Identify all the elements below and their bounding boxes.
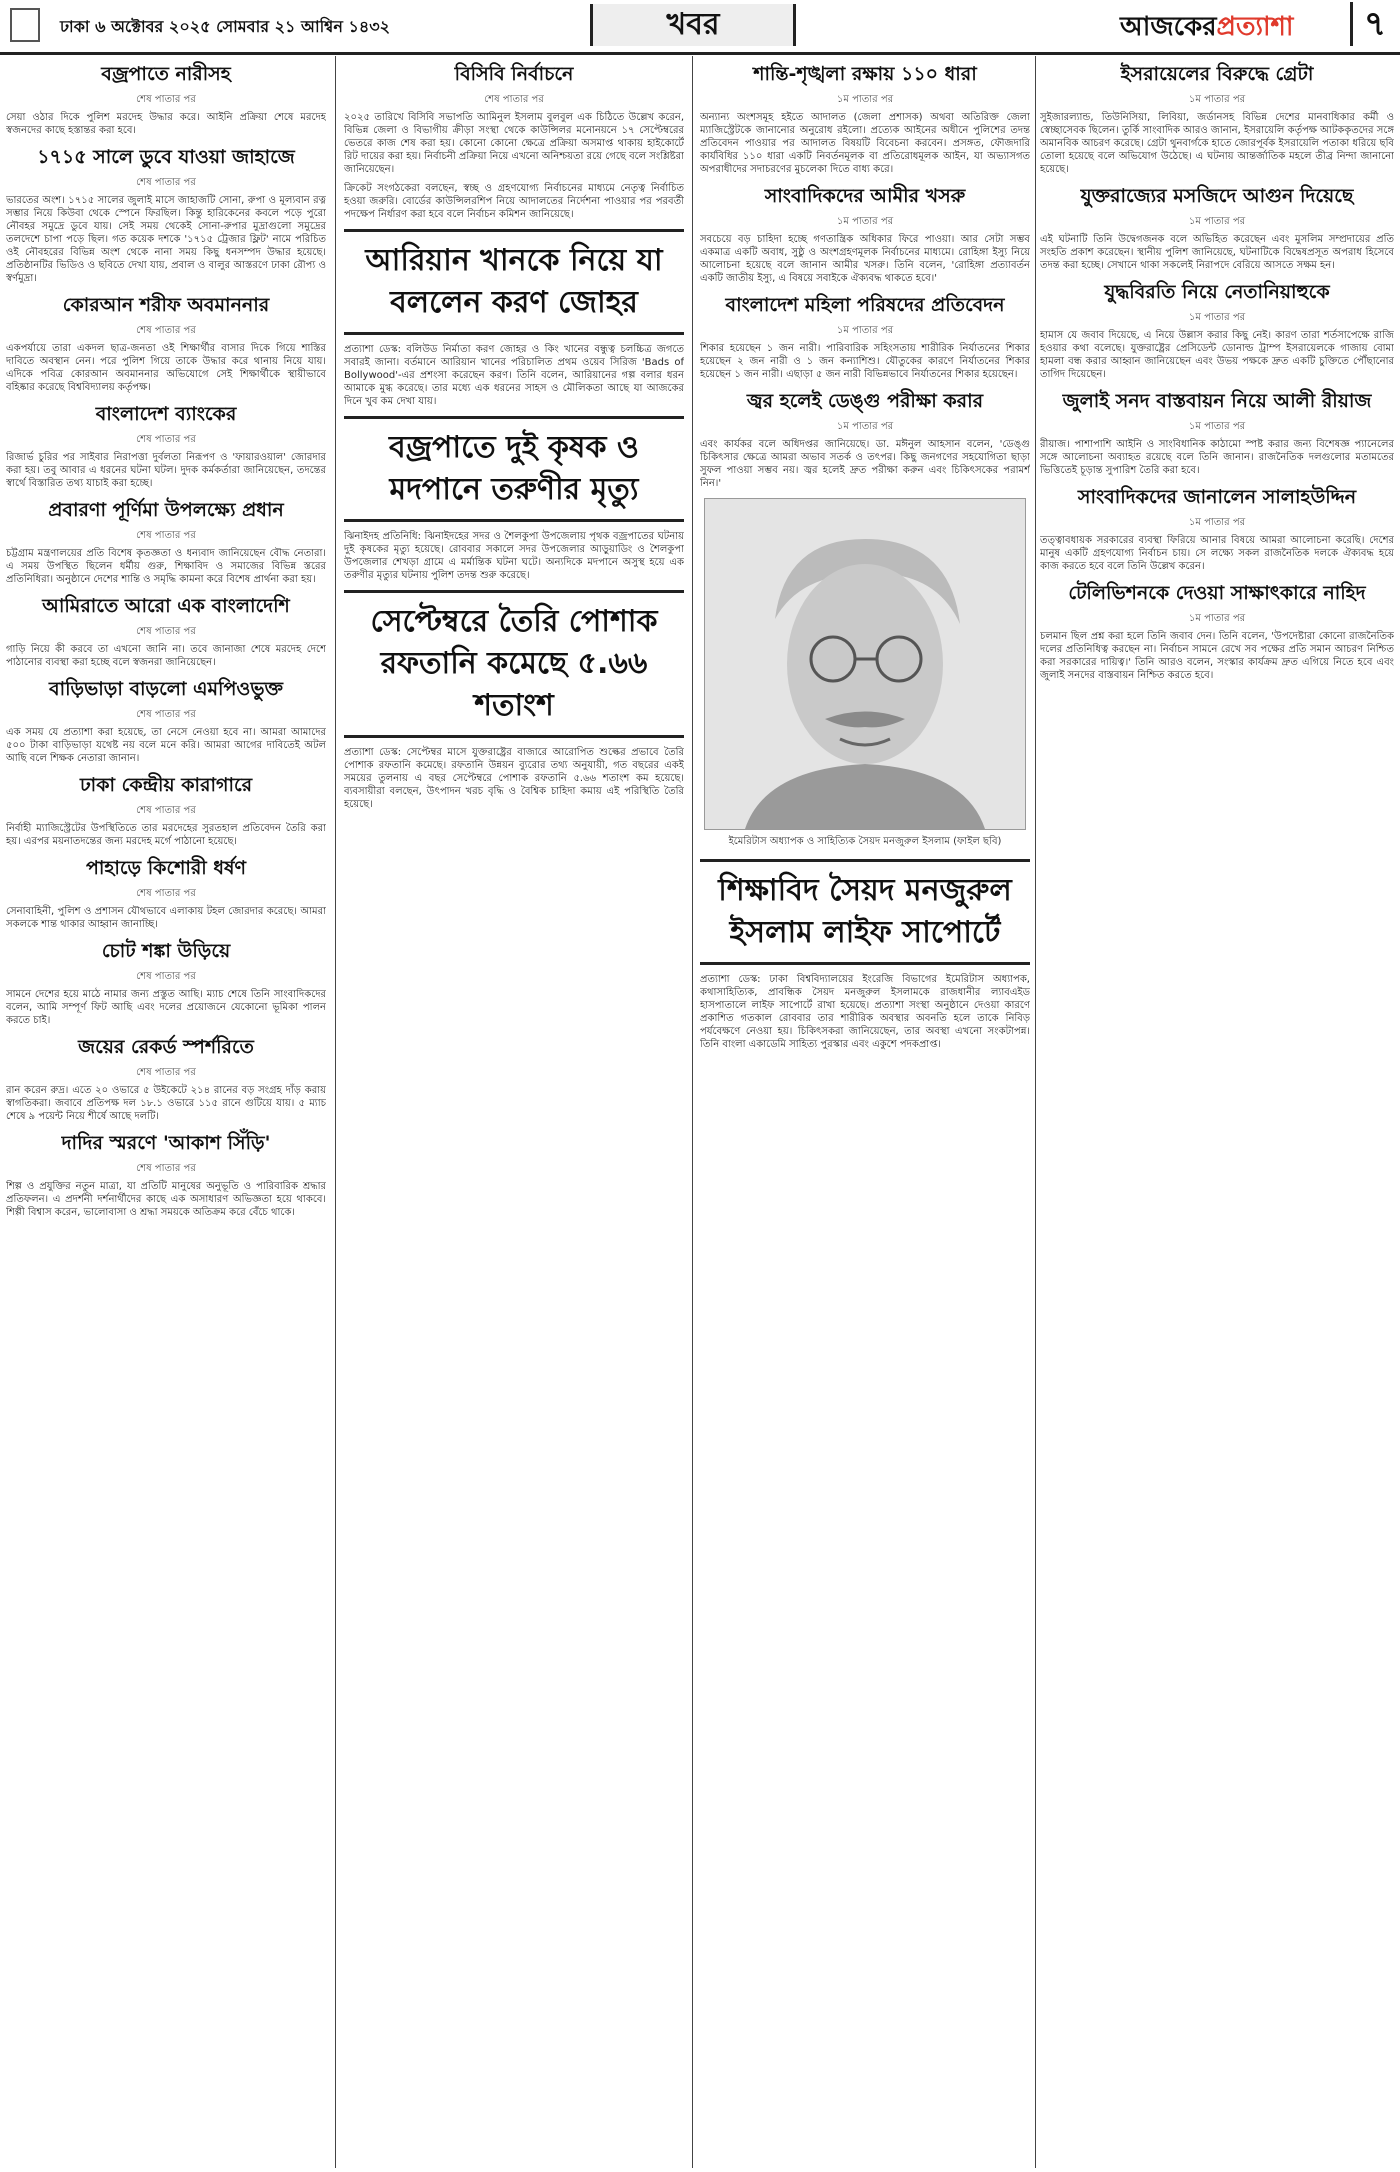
story-title: ইসরায়েলের বিরুদ্ধে গ্রেটা [1120, 63, 1314, 85]
column-divider [692, 56, 693, 2168]
story-title: জয়ের রেকর্ড স্পর্শরিতে [78, 1036, 254, 1058]
story-title: শান্তি-শৃঙ্খলা রক্ষায় ১১০ ধারা [753, 63, 977, 85]
story-title: জ্বর হলেই ডেঙ্গু পরীক্ষা করার [746, 390, 984, 412]
feature-story [344, 343, 684, 408]
feature-story [344, 530, 684, 582]
story-body: রিজার্ভ চুরির পর সাইবার নিরাপত্তা দুর্বলতা নিরূপণ ও 'ফায়ারওয়াল' জোরদার করা হয়। তবু আবার এ ধরনের ঘটনা ঘটল। দুদক কর্মকর্তারা জানিয়েছেন, তদন্তের স্বার্থে বিস্তারিত তথ্য যাচাই করা হচ্ছে। [6, 452, 326, 489]
story-title: চোট শঙ্কা উড়িয়ে [101, 940, 231, 962]
story [6, 291, 326, 394]
story-body: প্রত্যাশা ডেস্ক: সেপ্টেম্বর মাসে যুক্তরাষ্ট্রের বাজারে আরোপিত শুল্কের প্রভাবে তৈরি পোশাক রফতানি কমেছে। রফতানি উন্নয়ন ব্যুরোর তথ্য অনুযায়ী, গত বছরের একই সময়ের তুলনায় এ বছর সেপ্টেম্বরে পোশাক রফতানি ৫.৬৬ শতাংশ কম হয়েছে। ব্যবসায়ীরা বলছেন, উৎপাদন খরচ বৃদ্ধি ও বৈশ্বিক চাহিদা কমায় এই পরিস্থিতি তৈরি হয়েছে। [344, 747, 684, 810]
story-continuation: শেষ পাতার পর [136, 325, 196, 336]
story-title: বাংলাদেশ ব্যাংকের [95, 403, 237, 425]
story-title: টেলিভিশনকে দেওয়া সাক্ষাৎকারে নাহিদ [1068, 582, 1366, 604]
column-1 [6, 56, 326, 2168]
page-corner-mark [10, 8, 40, 42]
story-continuation: শেষ পাতার পর [484, 94, 544, 105]
story-body: অন্যান্য অংশসমূহ হইতে আদালত (জেলা প্রশাসক) অথবা অতিরিক্ত জেলা ম্যাজিস্ট্রেটকে জানানোর অনুরোধ রইলো। প্রত্যেক আইনের অধীনে পুলিশের তদন্ত প্রতিবেদন পাওয়ার পর আদালত বিষয়টি বিবেচনা করবেন। প্রসঙ্গত, ফৌজদারি কার্যবিধির ১১০ ধারা একটি নিবর্তনমূলক বা প্রতিরোধমূলক আইন, যা অভ্যাসগত অপরাধীদের সদাচরণের মুচলেকা দিতে বাধ্য করে। [700, 112, 1030, 175]
story-body: এবং কার্যকর বলে অধিদপ্তর জানিয়েছে। ডা. মঈনুল আহসান বলেন, 'ডেঙ্গু চিকিৎসার ক্ষেত্রে আমরা অভাব সতর্ক ও তৎপর। কিছু জনগণের সহযোগিতা ছাড়া সুফল পাওয়া সম্ভব নয়। জ্বর হলেই দ্রুত পরীক্ষা করুন এবং চিকিৎসকের পরামর্শ নিন।' [700, 439, 1030, 489]
story-continuation: ১ম পাতার পর [1188, 613, 1246, 624]
feature-story [344, 746, 684, 811]
story-continuation: শেষ পাতার পর [136, 1067, 196, 1078]
story-title: প্রবারণা পূর্ণিমা উপলক্ষ্যে প্রধান [48, 499, 284, 521]
story-body: রান করেন রুদ্র। এতে ২০ ওভারে ৫ উইকেটে ২১৪ রানের বড় সংগ্রহ দাঁড় করায় স্বাগতিকরা। জবাবে প্রতিপক্ষ দল ১৮.১ ওভারে ১১৫ রানে গুটিয়ে যায়। ৫ ম্যাচ শেষে ৯ পয়েন্ট নিয়ে শীর্ষে আছে দলটি। [6, 1085, 326, 1122]
story [700, 182, 1030, 285]
story-continuation: ১ম পাতার পর [1188, 517, 1246, 528]
section-title: খবর [590, 4, 796, 46]
logo-prefix: আজকের [1120, 12, 1217, 42]
story [700, 60, 1030, 176]
column-divider [1035, 56, 1036, 2168]
story-body: নির্বাহী ম্যাজিস্ট্রেটের উপস্থিতিতে তার মরদেহের সুরতহাল প্রতিবেদন তৈরি করা হয়। এরপর ময়নাতদন্তের জন্য মরদেহ মর্গে পাঠানো হয়েছে। [6, 823, 326, 847]
story [344, 182, 684, 221]
story-continuation: শেষ পাতার পর [136, 177, 196, 188]
story [1040, 387, 1394, 477]
story [6, 592, 326, 669]
story-continuation: ১ম পাতার পর [836, 421, 894, 432]
feature-headline-garments: সেপ্টেম্বরে তৈরি পোশাক রফতানি কমেছে ৫.৬৬ শতাংশ [344, 590, 684, 738]
story-continuation: শেষ পাতার পর [136, 530, 196, 541]
story-title: আমিরাতে আরো এক বাংলাদেশি [42, 595, 290, 617]
story-body: ২০২৫ তারিখে বিসিবি সভাপতি আমিনুল ইসলাম বুলবুল এক চিঠিতে উল্লেখ করেন, বিভিন্ন জেলা ও বিভাগীয় ক্রীড়া সংস্থা থেকে কাউন্সিলর মনোনয়নে ১৭ সেপ্টেম্বরের ভেতরে কাজ শেষ করা হয়। কোনো কোনো ক্ষেত্রে প্রক্রিয়া অসমাপ্ত থাকায় হাইকোর্টে রিট দায়ের করা হয়। নির্বাচনী প্রক্রিয়া নিয়ে এখনো অনিশ্চয়তা রয়ে গেছে বলে সংশ্লিষ্টরা জানিয়েছেন। [344, 112, 684, 175]
logo-accent: প্রত্যাশা [1216, 12, 1294, 42]
story-body: শিকার হয়েছেন ১ জন নারী। পারিবারিক সহিংসতায় শারীরিক নির্যাতনের শিকার হয়েছেন ২ জন নারী ও ১ জন কন্যাশিশু। যৌতুকের কারণে নির্যাতনের শিকার হয়েছেন ১ জন নারী। এছাড়া ৫ জন নারী বিভিন্নভাবে নির্যাতনের শিকার হয়েছেন। [700, 343, 1030, 380]
story-title: যুদ্ধবিরতি নিয়ে নেতানিয়াহুকে [1104, 281, 1330, 303]
column-3 [700, 56, 1030, 2168]
story-body: চলমান ছিল প্রশ্ন করা হলে তিনি জবাব দেন। তিনি বলেন, 'উপদেষ্টারা কোনো রাজনৈতিক দলের প্রতিনিধিত্ব করছেন না। নির্বাচন সামনে রেখে সব পক্ষের প্রতি সমান আচরণ নিশ্চিত করা সরকারের দায়িত্ব।' তিনি আরও বলেন, সংস্কার কার্যক্রম দ্রুত এগিয়ে নিতে হবে এবং জুলাই সনদের বাস্তবায়ন নিশ্চিত করতে হবে। [1040, 631, 1394, 681]
story-continuation: ১ম পাতার পর [836, 325, 894, 336]
story-body: প্রত্যাশা ডেস্ক: ঢাকা বিশ্ববিদ্যালয়ের ইংরেজি বিভাগের ইমেরিটাস অধ্যাপক, কথাসাহিত্যিক, প্রাবন্ধিক সৈয়দ মনজুরুল ইসলামকে রাজধানীর ল্যাবএইড হাসপাতালে লাইফ সাপোর্টে রাখা হয়েছে। প্রত্যাশা সংস্থা অনুষ্ঠানে দেওয়া কারণে প্রকাশিত গতকাল রোববার তার শারীরিক অবস্থার অবনতি হলে তাকে নিবিড় পর্যবেক্ষণে নেওয়া হয়। চিকিৎসকরা জানিয়েছেন, তার অবস্থা এখনো সংকটাপন্ন। তিনি বাংলা একাডেমি সাহিত্য পুরস্কার এবং একুশে পদকপ্রাপ্ত। [700, 974, 1030, 1050]
story-continuation: শেষ পাতার পর [136, 971, 196, 982]
story-body: সবচেয়ে বড় চাহিদা হচ্ছে গণতান্ত্রিক অধিকার ফিরে পাওয়া। আর সেটা সম্ভব একমাত্র একটি অবাধ, সুষ্ঠু ও অংশগ্রহণমূলক নির্বাচনের মাধ্যমে। রোহিঙ্গা ইস্যু নিয়ে আলোচনা হয়েছে বলে জানান আমীর খসরু। তিনি বলেন, 'রোহিঙ্গা প্রত্যাবর্তন একটি জাতীয় ইস্যু, এ বিষয়ে সবাইকে ঐক্যবদ্ধ থাকতে হবে।' [700, 234, 1030, 284]
story [6, 1033, 326, 1123]
story-continuation: ১ম পাতার পর [1188, 216, 1246, 227]
story [6, 675, 326, 765]
story-body: সেনাবাহিনী, পুলিশ ও প্রশাসন যৌথভাবে এলাকায় টহল জোরদার করেছে। আমরা সকলকে শান্ত থাকার আহ্বান জানাচ্ছি। [6, 906, 326, 930]
story-continuation: শেষ পাতার পর [136, 709, 196, 720]
story-body: রীয়াজ। পাশাপাশি আইনি ও সাংবিধানিক কাঠামো স্পষ্ট করার জন্য বিশেষজ্ঞ প্যানেলের সঙ্গে আলোচনা অব্যাহত রয়েছে বলে তিনি জানান। রাজনৈতিক দলগুলোর মতামতের ভিত্তিতেই চূড়ান্ত সুপারিশ তৈরি করা হবে। [1040, 439, 1394, 476]
story [6, 1129, 326, 1219]
story [6, 496, 326, 586]
feature-headline-manzoor: শিক্ষাবিদ সৈয়দ মনজুরুল ইসলাম লাইফ সাপোর্টে [700, 859, 1030, 965]
story-continuation: শেষ পাতার পর [136, 94, 196, 105]
story-continuation: শেষ পাতার পর [136, 805, 196, 816]
story-body: তত্ত্বাবধায়ক সরকারের ব্যবস্থা ফিরিয়ে আনার বিষয়ে আমরা আলোচনা করেছি। দেশের মানুষ একটি গ্রহণযোগ্য নির্বাচন চায়। সে লক্ষ্যে সকল রাজনৈতিক দলকে ঐক্যবদ্ধ হয়ে কাজ করতে হবে বলে তিনি উল্লেখ করেন। [1040, 535, 1394, 572]
story-title: দাদির স্মরণে 'আকাশ সিঁড়ি' [61, 1132, 271, 1154]
story-title: কোরআন শরীফ অবমাননার [62, 294, 270, 316]
story-body: চট্টগ্রাম মন্ত্রণালয়ের প্রতি বিশেষ কৃতজ্ঞতা ও ধন্যবাদ জানিয়েছেন বৌদ্ধ নেতারা। এ সময় উপস্থিত ছিলেন ধর্মীয় গুরু, শিক্ষাবিদ ও সমাজের বিভিন্ন স্তরের প্রতিনিধিরা। অনুষ্ঠানে দেশের শান্তি ও সমৃদ্ধি কামনা করে বিশেষ প্রার্থনা করা হয়। [6, 548, 326, 585]
feature-story [700, 973, 1030, 1051]
story-continuation: শেষ পাতার পর [136, 434, 196, 445]
story-body: এক সময় যে প্রত্যাশা করা হয়েছে, তা নেসে নেওয়া হবে না। আমরা আমাদের ৫০০ টাকা বাড়িভাড়া যথেষ্ট নয় বলে মনে করি। আমরা আগের দাবিতেই অটল আছি বলে শিক্ষক নেতারা জানান। [6, 727, 326, 764]
story [1040, 60, 1394, 176]
story-continuation: শেষ পাতার পর [136, 1163, 196, 1174]
story-body: সেয়া ওঠার দিকে পুলিশ মরদেহ উদ্ধার করে। আইনি প্রক্রিয়া শেষে মরদেহ স্বজনদের কাছে হস্তান্তর করা হবে। [6, 112, 326, 136]
story-title: পাহাড়ে কিশোরী ধর্ষণ [86, 857, 246, 879]
story-body: হামাস যে জবাব দিয়েছে, এ নিয়ে উল্লাস করার কিছু নেই। কারণ তারা শর্তসাপেক্ষে রাজি হওয়ার কথা বলেছে। যুক্তরাষ্ট্রের প্রেসিডেন্ট ডোনাল্ড ট্রাম্প ইসরায়েলকে গাজায় বোমা হামলা বন্ধ করার আহ্বান জানিয়েছেন এবং উভয় পক্ষকে দ্রুত একটি চুক্তিতে পৌঁছানোর তাগিদ দিয়েছেন। [1040, 330, 1394, 380]
story-continuation: ১ম পাতার পর [1188, 421, 1246, 432]
story-title: বিসিবি নির্বাচনে [454, 63, 574, 85]
feature-headline-aryan: আরিয়ান খানকে নিয়ে যা বললেন করণ জোহর [344, 229, 684, 335]
story [6, 771, 326, 848]
story [6, 400, 326, 490]
photo-caption: ইমেরিটাস অধ্যাপক ও সাহিত্যিক সৈয়দ মনজুরুল ইসলাম (ফাইল ছবি) [728, 836, 1002, 847]
portrait-photo [704, 498, 1026, 830]
story-body: সুইজারল্যান্ড, তিউনিসিয়া, লিবিয়া, জর্ডানসহ বিভিন্ন দেশের মানবাধিকার কর্মী ও স্বেচ্ছাসেবক ছিলেন। তুর্কি সাংবাদিক আরও জানান, ইসরায়েলি কর্তৃপক্ষ আটককৃতদের সঙ্গে অমানবিক আচরণ করেছে। গ্রেটা থুনবার্গকে হাতে জোরপূর্বক ইসরায়েলি পতাকা ধরিয়ে ছবি তোলা হয়েছে বলে অভিযোগ উঠেছে। এ ঘটনায় আন্তর্জাতিক মহলে তীব্র নিন্দা জানানো হয়েছে। [1040, 112, 1394, 175]
column-4 [1040, 56, 1394, 2168]
story-continuation: শেষ পাতার পর [136, 888, 196, 899]
story [6, 937, 326, 1027]
story-title: বাংলাদেশ মহিলা পরিষদের প্রতিবেদন [725, 294, 1005, 316]
story [6, 60, 326, 137]
story-title: ঢাকা কেন্দ্রীয় কারাগারে [79, 774, 253, 796]
newspaper-logo [1120, 6, 1293, 50]
masthead-date: ঢাকা ৬ অক্টোবর ২০২৫ সোমবার ২১ আশ্বিন ১৪৩২ [60, 17, 391, 36]
story [1040, 278, 1394, 381]
story-title: বজ্রপাতে নারীসহ [101, 63, 231, 85]
story-body: গাড়ি নিয়ে কী করবে তা এখনো জানি না। তবে জানাজা শেষে মরদেহ দেশে পাঠানোর ব্যবস্থা করা হচ্ছে বলে স্বজনরা জানিয়েছেন। [6, 644, 326, 668]
story [6, 143, 326, 285]
story [1040, 579, 1394, 682]
story-title: সাংবাদিকদের জানালেন সালাহউদ্দিন [1077, 486, 1357, 508]
story-continuation: ১ম পাতার পর [1188, 94, 1246, 105]
column-2 [344, 56, 684, 2168]
story-title: বাড়িভাড়া বাড়লো এমপিওভুক্ত [49, 678, 283, 700]
page-number: ৭ [1350, 2, 1397, 46]
story [700, 291, 1030, 381]
story-body: এই ঘটনাটি তিনি উদ্বেগজনক বলে অভিহিত করেছেন এবং মুসলিম সম্প্রদায়ের প্রতি সংহতি প্রকাশ করেছেন। স্থানীয় পুলিশ জানিয়েছে, ঘটনাটিকে বিদ্বেষপ্রসূত অপরাধ হিসেবে তদন্ত করা হচ্ছে। সেখানে থাকা সকলেই নিরাপদে বেরিয়ে আসতে সক্ষম হন। [1040, 234, 1394, 271]
story-body: ঝিনাইদহ প্রতিনিধি: ঝিনাইদহের সদর ও শৈলকুপা উপজেলায় পৃথক বজ্রপাতের ঘটনায় দুই কৃষকের মৃত্যু হয়েছে। রোববার সকালে সদর উপজেলার আড়ুয়াডিং ও শৈলকুপা উপজেলার শেখড়া গ্রামে এ মর্মান্তিক ঘটনা ঘটে। অন্যদিকে মদপানে অসুস্থ হয়ে এক তরুণীর মৃত্যুর ঘটনায় পুলিশ তদন্ত শুরু করেছে। [344, 531, 684, 581]
story [6, 854, 326, 931]
story-continuation: ১ম পাতার পর [836, 216, 894, 227]
story [1040, 182, 1394, 272]
story-continuation: ১ম পাতার পর [1188, 312, 1246, 323]
portrait-illustration [705, 499, 1025, 829]
story-continuation: শেষ পাতার পর [136, 626, 196, 637]
story-title: যুক্তরাজ্যের মসজিদে আগুন দিয়েছে [1080, 185, 1354, 207]
story-title: সাংবাদিকদের আমীর খসরু [764, 185, 966, 207]
story-body: শিল্প ও প্রযুক্তির নতুন মাত্রা, যা প্রতিটি মানুষের অনুভূতি ও পারিবারিক শ্রদ্ধার প্রতিফলন। এ প্রদর্শনী দর্শনার্থীদের কাছে এক অসাধারণ অভিজ্ঞতা হয়ে থাকবে। শিল্পী বিশ্বাস করেন, ভালোবাসা ও শ্রদ্ধা সময়কে অতিক্রম করে বেঁচে থাকে। [6, 1181, 326, 1218]
story-continuation: ১ম পাতার পর [836, 94, 894, 105]
story-body: একপর্যায়ে তারা একদল ছাত্র-জনতা ওই শিক্ষার্থীর বাসার দিকে গিয়ে শাস্তির দাবিতে অবস্থান নেন। পরে পুলিশ গিয়ে তাকে উদ্ধার করে থানায় নিয়ে যায়। এদিকে পবিত্র কোরআন অবমাননার অভিযোগে সেই শিক্ষার্থীকে স্থায়ীভাবে বহিষ্কার করেছে বিশ্ববিদ্যালয় কর্তৃপক্ষ। [6, 343, 326, 393]
story [344, 60, 684, 176]
column-divider [335, 56, 336, 2168]
story-title: জুলাই সনদ বাস্তবায়ন নিয়ে আলী রীয়াজ [1062, 390, 1372, 412]
story-body: প্রত্যাশা ডেস্ক: বলিউড নির্মাতা করণ জোহর ও কিং খানের বন্ধুত্ব চলচ্চিত্র জগতে সবারই জানা। বর্তমানে আরিয়ান খানের পরিচালিত প্রথম ওয়েব সিরিজ 'Bads of Bollywood'-এর প্রশংসা করেছেন করণ। তিনি বলেন, আরিয়ানের গল্প বলার ধরন আমাকে মুগ্ধ করেছে। তার মধ্যে এক ধরনের সাহস ও মৌলিকতা আছে যা আজকের দিনে খুব কম দেখা যায়। [344, 344, 684, 407]
feature-headline-lightning: বজ্রপাতে দুই কৃষক ও মদপানে তরুণীর মৃত্যু [344, 416, 684, 522]
story [700, 387, 1030, 490]
story-body: ভারতের অংশ। ১৭১৫ সালের জুলাই মাসে জাহাজটি সোনা, রুপা ও মূল্যবান রত্ন সম্ভার নিয়ে কিউবা থেকে স্পেনে ফিরছিল। কিন্তু হারিকেনের কবলে পড়ে পুরো নৌবহর সমুদ্রে ডুবে যায়। সেই সময় থেকেই সোনা-রুপার মুদ্রাগুলো সমুদ্রের তলদেশে চাপা পড়ে ছিল। গত কয়েক দশকে '১৭১৫ ট্রেজার ফ্লিট' নামে পরিচিত ওই নৌবহরের বিভিন্ন অংশ থেকে নানা সময় কিছু ধনসম্পদ উদ্ধার হয়েছে। প্রতিষ্ঠানটির ভিডিও ও ছবিতে দেখা যায়, প্রবাল ও বালুর আস্তরণে ঢাকা রৌপ্য ও স্বর্ণমুদ্রা। [6, 195, 326, 284]
story-body: ক্রিকেট সংগঠকেরা বলছেন, স্বচ্ছ ও গ্রহণযোগ্য নির্বাচনের মাধ্যমে নেতৃত্ব নির্বাচিত হওয়া জরুরি। বোর্ডের কাউন্সিলরশিপ নিয়ে আদালতের নির্দেশনা পাওয়ার পর পরবর্তী পদক্ষেপ নির্ধারণ করা হবে বলে নির্বাচন কমিশন জানিয়েছে। [344, 183, 684, 220]
masthead [0, 0, 1400, 55]
story [1040, 483, 1394, 573]
story-title: ১৭১৫ সালে ডুবে যাওয়া জাহাজে [37, 146, 295, 168]
story-body: সামনে দেশের হয়ে মাঠে নামার জন্য প্রস্তুত আছি। ম্যাচ শেষে তিনি সাংবাদিকদের বলেন, আমি সম্পূর্ণ ফিট আছি এবং দলের প্রয়োজনে যেকোনো ভূমিকা পালন করতে চাই। [6, 989, 326, 1026]
